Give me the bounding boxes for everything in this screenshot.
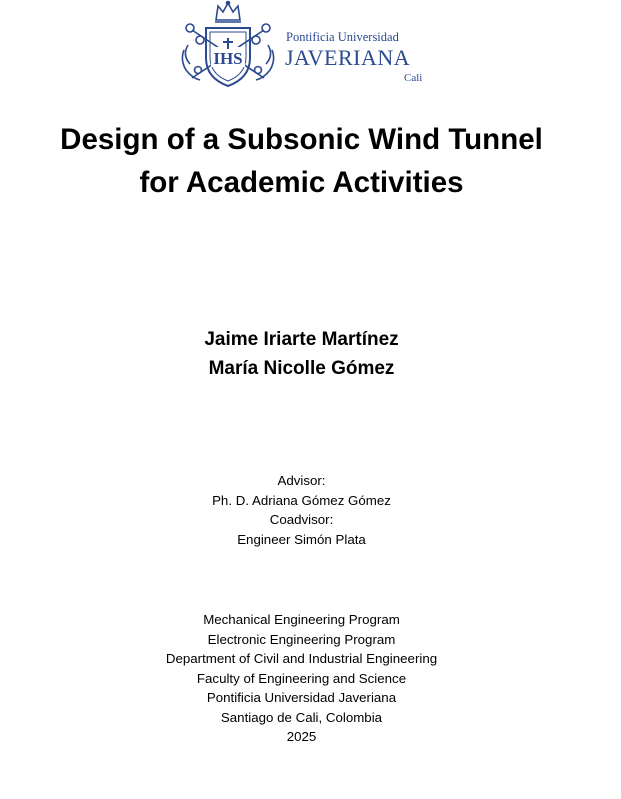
institution-block [0,610,603,747]
seal-text: IHS [213,49,243,68]
institution-line: Department of Civil and Industrial Engineering [165,651,438,666]
publication-year: 2025 [286,729,317,744]
institution-line: Santiago de Cali, Colombia [220,709,383,725]
institution-line: Faculty of Engineering and Science [196,670,407,686]
institution-line: Pontificia Universidad Javeriana [206,690,397,705]
logo-city: Cali [404,72,423,84]
coadvisor-label: Coadvisor: [269,512,334,527]
university-seal-icon [178,0,278,90]
document-title [0,118,603,204]
advisors-block [0,471,603,549]
logo-university-name: JAVERIANA [285,45,411,70]
institution-line: Mechanical Engineering Program [203,612,400,627]
title-line: Design of a Subsonic Wind Tunnel [60,123,543,156]
advisor-label: Advisor: [277,473,326,488]
institution-line: Electronic Engineering Program [207,631,396,647]
author-name: Jaime Iriarte Martínez [204,329,399,350]
advisor-name: Ph. D. Adriana Gómez Gómez [212,492,391,508]
author-name: María Nicolle Gómez [208,358,395,379]
logo-university-label: Pontificia Universidad [286,30,399,44]
coadvisor-name: Engineer Simón Plata [237,531,366,547]
university-logo [178,0,428,90]
title-line: for Academic Activities [139,166,464,199]
authors [0,325,603,383]
